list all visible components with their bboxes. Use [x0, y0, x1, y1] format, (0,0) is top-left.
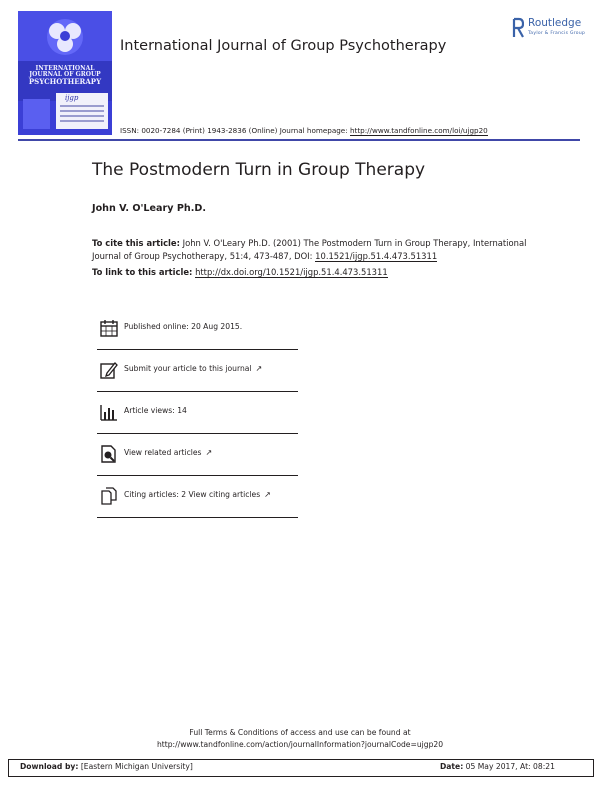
download-date	[440, 762, 555, 771]
issn-line	[120, 126, 488, 135]
related-articles-link[interactable]: View related articles ↗	[124, 448, 213, 457]
citing-articles-item[interactable]	[97, 478, 298, 518]
date-label: Date:	[440, 762, 464, 771]
header-divider	[18, 139, 580, 141]
issn-text: ISSN: 0020-7284 (Print) 1943-2836 (Online) Journal homepage:	[120, 126, 348, 135]
submit-article-item[interactable]	[97, 352, 298, 392]
citing-articles-link[interactable]: Citing articles: 2 View citing articles ↗	[124, 490, 271, 499]
cover-top-band	[18, 11, 112, 61]
routledge-logo-icon	[512, 17, 524, 39]
download-label: Download by:	[20, 762, 79, 771]
edit-icon	[99, 360, 119, 380]
article-author: John V. O'Leary Ph.D.	[92, 203, 206, 214]
external-link-icon: ↗	[255, 364, 263, 373]
article-link-line	[92, 267, 388, 277]
article-meta-list	[97, 310, 298, 520]
article-title: The Postmodern Turn in Group Therapy	[92, 160, 426, 180]
article-views-item	[97, 394, 298, 434]
cover-emblem-icon	[18, 11, 112, 61]
cover-title: INTERNATIONAL JOURNAL OF GROUP PSYCHOTHERAPY	[28, 65, 102, 86]
terms-link[interactable]: http://www.tandfonline.com/action/journalInformation?journalCode=ujgp20	[156, 740, 444, 749]
download-by	[20, 762, 193, 771]
external-link-icon: ↗	[205, 448, 213, 457]
article-views-text: Article views: 14	[124, 406, 187, 415]
published-online-item	[97, 310, 298, 350]
publisher-name: Routledge	[528, 17, 582, 29]
cover-logo: ijgp	[65, 94, 79, 102]
citation-block	[92, 237, 532, 262]
terms-line-1: Full Terms & Conditions of access and use can be found at	[189, 728, 411, 737]
external-link-icon: ↗	[264, 490, 271, 499]
copy-icon	[99, 486, 119, 506]
cover-contents-lines	[60, 105, 104, 125]
cite-text: John V. O'Leary Ph.D. (2001) The Postmodern Turn in Group Therapy, International Journal of Group Psychotherapy, 51:4, 473-487, DOI:	[92, 238, 527, 261]
related-articles-item[interactable]	[97, 436, 298, 476]
bar-chart-icon	[99, 402, 119, 422]
cover-box	[23, 99, 50, 129]
publisher-tagline: Taylor & Francis Group	[528, 31, 586, 36]
link-label: To link to this article:	[92, 267, 193, 277]
date-value: 05 May 2017, At: 08:21	[465, 762, 555, 771]
published-online-text: Published online: 20 Aug 2015.	[124, 322, 243, 331]
journal-title: International Journal of Group Psychotherapy	[120, 38, 447, 54]
cite-label: To cite this article:	[92, 238, 180, 248]
journal-homepage-link[interactable]: http://www.tandfonline.com/loi/ujgp20	[349, 126, 488, 135]
journal-cover-image	[18, 11, 112, 135]
submit-article-link[interactable]: Submit your article to this journal ↗	[124, 364, 263, 373]
calendar-icon	[99, 318, 119, 338]
terms-notice	[0, 727, 600, 751]
search-document-icon	[99, 444, 119, 464]
doi-link[interactable]: 10.1521/ijgp.51.4.473.51311	[315, 250, 438, 261]
article-url-link[interactable]: http://dx.doi.org/10.1521/ijgp.51.4.473.51311	[195, 267, 388, 277]
download-value: [Eastern Michigan University]	[80, 762, 193, 771]
